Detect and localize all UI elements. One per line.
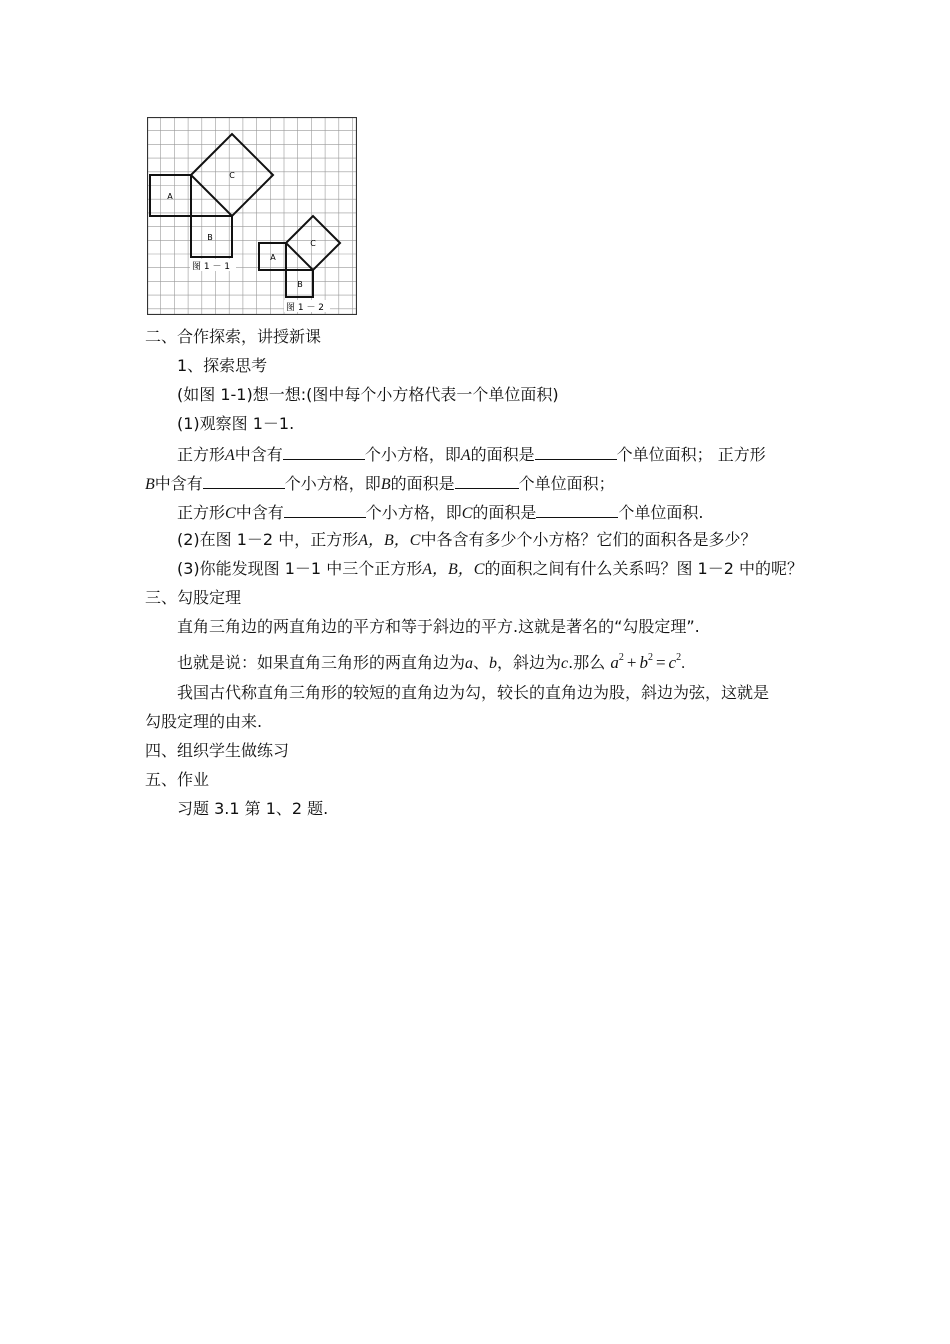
text: 正方形 <box>177 445 226 464</box>
var-c: c <box>561 655 569 672</box>
text: (2)在图 1－2 中，正方形 <box>177 530 359 549</box>
answer-blank[interactable] <box>536 501 618 518</box>
pythagorean-formula: $a^2 + b^2 = c^2$ <box>610 652 682 672</box>
label-a-fig2: A <box>270 253 276 262</box>
var-c: C <box>461 505 473 522</box>
history-line-1: 我国古代称直角三角形的较短的直角边为勾，较长的直角边为股，斜边为弦，这就是 <box>177 683 770 702</box>
text: 个小方格，即 <box>284 474 381 493</box>
answer-blank[interactable] <box>455 472 519 489</box>
caption-fig2: 图 1 － 2 <box>286 303 325 313</box>
answer-blank[interactable] <box>535 443 617 460</box>
text: 的面积是 <box>470 445 535 464</box>
section-5-heading: 五、作业 <box>145 770 210 789</box>
vars-abc: A，B，C <box>422 561 485 578</box>
text: 也就是说：如果直角三角形的两直角边为 <box>177 653 466 672</box>
text: 个小方格，即 <box>365 503 462 522</box>
text: 正方形 <box>177 503 226 522</box>
question-3 <box>0 559 950 580</box>
label-b-fig2: B <box>297 280 303 289</box>
text: 中各含有多少个小方格？它们的面积各是多少？ <box>420 530 757 549</box>
line-square-c <box>0 501 950 524</box>
text: 中含有 <box>234 445 283 464</box>
subsection-1-heading: 1、探索思考 <box>177 356 268 375</box>
section-2-heading: 二、合作探索，讲授新课 <box>145 327 322 346</box>
section-4-heading: 四、组织学生做练习 <box>145 741 290 760</box>
text: ，斜边为 <box>497 653 562 672</box>
var-c: C <box>225 505 236 522</box>
text: 中含有 <box>235 503 284 522</box>
line-square-b <box>0 472 950 495</box>
period: . <box>681 655 686 672</box>
theorem-statement: 直角三角边的两直角边的平方和等于斜边的平方.这就是著名的“勾股定理”. <box>177 617 700 636</box>
text: 个单位面积. <box>618 503 704 522</box>
text: 、 <box>473 653 490 672</box>
answer-blank[interactable] <box>284 501 366 518</box>
question-1: (1)观察图 1－1. <box>177 414 295 433</box>
text: 个小方格，即 <box>364 445 461 464</box>
text: 的面积之间有什么关系吗？图 1－2 中的呢？ <box>484 559 803 578</box>
caption-fig1: 图 1 － 1 <box>192 262 231 272</box>
label-c-fig2: C <box>310 239 316 248</box>
history-line-2: 勾股定理的由来. <box>145 712 263 731</box>
text: 个单位面积； 正方形 <box>616 445 766 464</box>
answer-blank[interactable] <box>283 443 365 460</box>
homework-line: 习题 3.1 第 1、2 题. <box>177 799 329 818</box>
var-a: a <box>465 655 474 672</box>
question-2 <box>0 530 950 551</box>
line-square-a <box>0 443 950 466</box>
text: 的面积是 <box>390 474 455 493</box>
var-a: A <box>460 447 471 464</box>
section-3-heading: 三、勾股定理 <box>145 588 242 607</box>
text: .那么 <box>568 653 606 672</box>
label-c-fig1: C <box>229 171 235 180</box>
var-b: b <box>489 655 498 672</box>
intro-line: (如图 1-1)想一想:(图中每个小方格代表一个单位面积) <box>177 385 559 404</box>
var-b: B <box>380 476 391 493</box>
text: 中含有 <box>154 474 203 493</box>
var-a: A <box>225 447 235 464</box>
text: 的面积是 <box>472 503 537 522</box>
label-a-fig1: A <box>167 192 173 201</box>
label-b-fig1: B <box>207 233 213 242</box>
theorem-formula-line <box>0 648 950 674</box>
answer-blank[interactable] <box>203 472 285 489</box>
var-b: B <box>145 476 155 493</box>
text: (3)你能发现图 1－1 中三个正方形 <box>177 559 423 578</box>
text: 个单位面积； <box>518 474 615 493</box>
grid-figure <box>147 117 357 315</box>
vars-abc: A，B，C <box>358 532 421 549</box>
